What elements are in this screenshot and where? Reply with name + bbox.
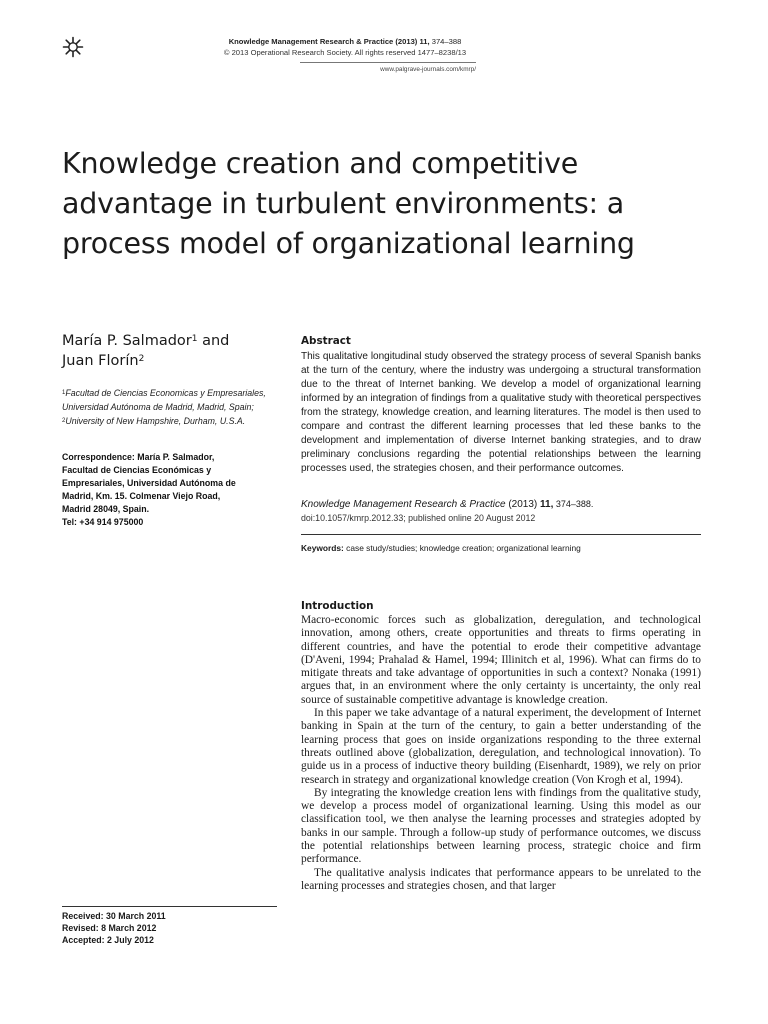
- author-2-affiliation-mark: 2: [138, 354, 145, 364]
- abstract-heading: Abstract: [301, 335, 351, 347]
- author-conjunction: and: [197, 333, 230, 349]
- keywords-label: Keywords:: [301, 543, 344, 553]
- revised-date: Revised: 8 March 2012: [62, 923, 157, 933]
- citation-journal: Knowledge Management Research & Practice: [301, 499, 506, 510]
- keywords-rule: [301, 534, 701, 535]
- affiliation-2: University of New Hampshire, Durham, U.S.A.: [65, 416, 246, 426]
- author-list: [62, 331, 292, 371]
- correspondence-line: Facultad de Ciencias Económicas y: [62, 465, 212, 475]
- correspondence-line: Empresariales, Universidad Autónoma de: [62, 478, 236, 488]
- affiliations: [62, 386, 282, 428]
- publisher-logo-icon: [62, 36, 84, 58]
- affiliation-1-mark: 1: [62, 390, 66, 396]
- correspondence-phone: Tel: +34 914 975000: [62, 517, 144, 527]
- citation-year: (2013): [505, 499, 541, 510]
- affiliation-2-mark: 2: [62, 418, 66, 424]
- article-title: Knowledge creation and competitive advantage in turbulent environments: a process model of organizational learning: [62, 147, 635, 260]
- abstract-body: This qualitative longitudinal study observed the strategy process of several Spanish banks at the turn of the century, where the industry was undergoing a structural transformation due to the threat of Internet banking. We develop a model of organizational learning informed by an integration of findings from a qualitative study with theoretical perspectives from the strategy, knowledge creation, and learning literatures. The model is then used to compare and contrast the different learning processes that led these banks to the development and implementation of diverse Internet banking strategies, and to draw preliminary conclusions regarding the potential relationships between the learning processes used, the strategies chosen, and their performance outcomes.: [301, 351, 701, 474]
- journal-pages: 374–388: [431, 37, 462, 46]
- affiliation-1: Facultad de Ciencias Economicas y Empresariales, Universidad Autónoma de Madrid, Madrid, Spain;: [62, 388, 266, 412]
- copyright-line: © 2013 Operational Research Society. All rights reserved 1477–8238/13: [223, 48, 467, 57]
- author-1: María P. Salmador: [62, 333, 192, 349]
- received-date: Received: 30 March 2011: [62, 911, 166, 921]
- author-1-affiliation-mark: 1: [191, 334, 198, 344]
- journal-volume: 11,: [419, 37, 430, 46]
- introduction-body: [301, 614, 701, 893]
- keywords-text: case study/studies; knowledge creation; organizational learning: [346, 543, 581, 553]
- paragraph: The qualitative analysis indicates that performance appears to be unrelated to the learning processes and strategies chosen, and that larger: [301, 866, 701, 892]
- author-2: Juan Florín: [62, 353, 139, 369]
- paragraph: In this paper we take advantage of a natural experiment, the development of Internet banking in Spain at the turn of the century, to gain a better understanding of the learning process that goes on inside organizations responding to the three external threats outlined above (globalization, deregulation, and technological innovation). To guide us in a process of inductive theory building (Eisenhardt, 1989), we rely on prior research in strategy and organizational knowledge creation (Von Krogh et al, 1994).: [301, 707, 701, 786]
- journal-citation-line: [200, 37, 490, 47]
- correspondence-line: Correspondence: María P. Salmador,: [62, 452, 215, 462]
- header-rule: [300, 62, 476, 63]
- paragraph: Macro-economic forces such as globalization, deregulation, and technological innovation, among others, create opportunities and threats to firms operating in different countries, and have the potential to erode their competitive advantage (D'Aveni, 1994; Prahalad & Hamel, 1994; Illinitch et al, 1996). What can firms do to mitigate threats and take advantage of opportunities in such a context? Nonaka (1991) argues that, in an environment where the only certainty is uncertainty, the only real source of sustainable competitive advantage is knowledge creation.: [301, 614, 701, 706]
- journal-name: Knowledge Management Research & Practice (2013): [228, 37, 418, 46]
- doi-line[interactable]: doi:10.1057/kmrp.2012.33; published online 20 August 2012: [301, 513, 536, 523]
- accepted-date: Accepted: 2 July 2012: [62, 935, 154, 945]
- correspondence-block: [62, 451, 282, 529]
- dates-rule: [62, 906, 277, 907]
- keywords-line: [301, 542, 701, 554]
- introduction-heading: Introduction: [301, 600, 374, 612]
- citation-pages: 374–388.: [553, 499, 594, 509]
- article-dates: [62, 910, 277, 946]
- abstract-citation: [301, 497, 701, 512]
- correspondence-line: Madrid, Km. 15. Colmenar Viejo Road,: [62, 491, 221, 501]
- paragraph: By integrating the knowledge creation lens with findings from the qualitative study, we develop a process model of organizational learning. Using this model as our classification tool, we then analyse the learning processes and strategies adopted by banks in our sample. Through a follow-up study of performance outcomes, we discuss the potential relationships between learning process, strategic choice and firm performance.: [301, 786, 701, 866]
- citation-volume: 11,: [540, 499, 554, 510]
- correspondence-line: Madrid 28049, Spain.: [62, 504, 150, 514]
- journal-url[interactable]: www.palgrave-journals.com/kmrp/: [380, 66, 476, 73]
